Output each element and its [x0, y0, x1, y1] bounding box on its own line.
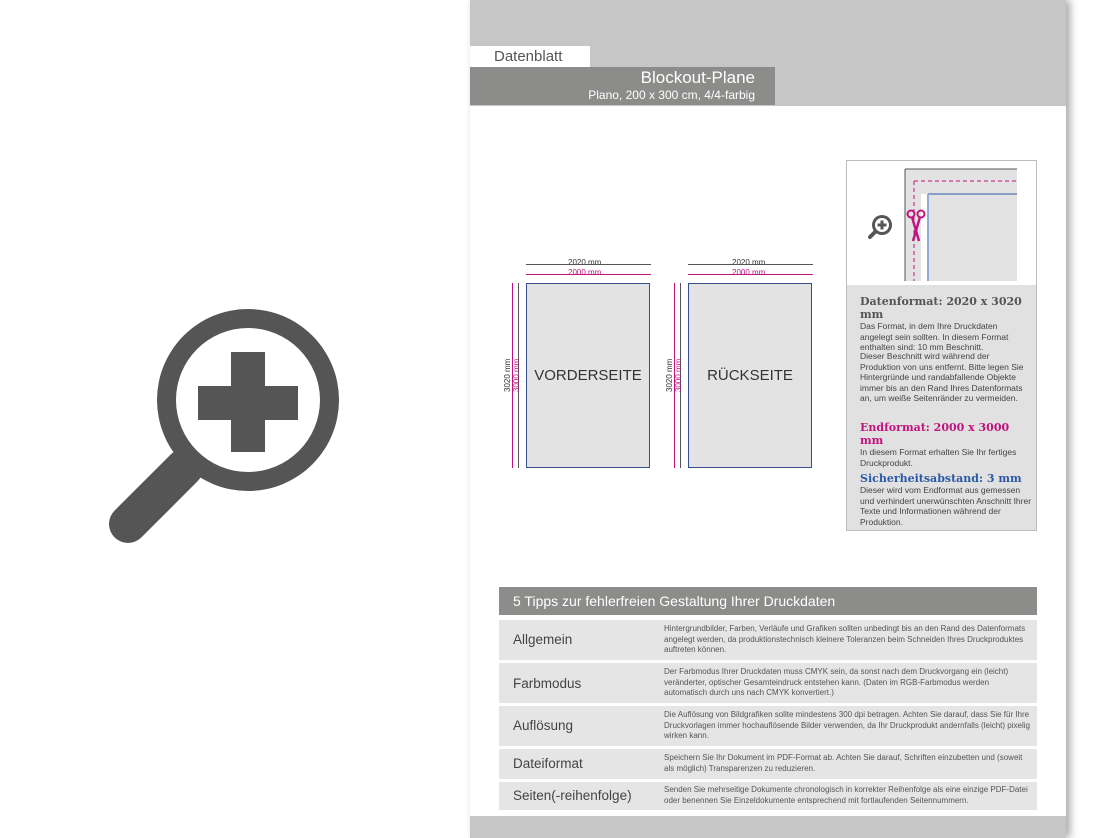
tip-text: Der Farbmodus Ihrer Druckdaten muss CMYK sein, da sonst nach dem Druckvorgang ein (leicht) veränderter, optischer Gesamteindruck entstehen kann. (Daten im RGB-Farbmodus werden automatisch durch uns nach CMYK konvertiert.) — [664, 667, 1009, 697]
panel-width-inner: 2000 mm — [732, 268, 766, 277]
datenformat-title: Datenformat: 2020 x 3020 mm — [860, 295, 1022, 321]
product-title: Blockout-Plane — [640, 68, 755, 87]
tip-text: Die Auflösung von Bildgrafiken sollte mindestens 300 dpi betragen. Achten Sie darauf, dass Sie für Ihre Druckvorlagen immer hochauflösende Bilder verwenden, da Ihr Druckprodukt andernfalls (leicht) pixelig wirken kann. — [664, 710, 1030, 740]
tip-label: Dateiformat — [513, 756, 583, 771]
format-info-box — [846, 160, 1037, 531]
dimension-line — [688, 264, 813, 265]
panel-width-inner: 2000 mm — [568, 268, 602, 277]
bleed-illustration — [847, 161, 1036, 285]
beschnitt-section — [860, 351, 1032, 404]
sicherheitsabstand-section — [860, 472, 1032, 527]
tip-label: Seiten(-reihenfolge) — [513, 788, 632, 803]
table-row — [499, 749, 1037, 779]
footer-band — [470, 816, 1066, 838]
beschnitt-text: Dieser Beschnitt wird während der Produktion von uns entfernt. Bitte legen Sie Hintergründe und randabfallende Objekte immer bis an den Rand Ihres Datenformats an, um weiße Seitenränder zu vermeiden. — [860, 351, 1024, 404]
panel-height-outer: 3020 mm — [503, 358, 512, 392]
dimension-line — [688, 274, 813, 275]
sicherheitsabstand-title: Sicherheitsabstand: 3 mm — [860, 472, 1022, 485]
datenformat-text: Das Format, in dem Ihre Druckdaten angelegt sein sollten. In diesem Format enthalten sind: 10 mm Beschnitt. — [860, 321, 1009, 353]
dimension-line — [526, 264, 651, 265]
panel-label: RÜCKSEITE — [707, 367, 793, 384]
tip-text: Senden Sie mehrseitige Dokumente chronologisch in korrekter Reihenfolge als eine einzige PDF-Datei oder benennen Sie Einzeldokumente entsprechend mit fortlaufenden Seitennummern. — [664, 785, 1028, 805]
panel-height-inner: 3000 mm — [512, 358, 521, 392]
panel-label: VORDERSEITE — [534, 367, 642, 384]
datenformat-section — [860, 295, 1032, 353]
table-row — [499, 706, 1037, 746]
panel-width-outer: 2020 mm — [732, 258, 766, 267]
tip-label: Farbmodus — [513, 676, 582, 691]
front-side-panel — [526, 283, 650, 468]
table-row — [499, 782, 1037, 810]
endformat-text: In diesem Format erhalten Sie Ihr fertiges Druckprodukt. — [860, 447, 1017, 468]
dimension-line — [526, 274, 651, 275]
datasheet-page — [470, 0, 1066, 838]
tips-header: 5 Tipps zur fehlerfreien Gestaltung Ihrer Druckdaten — [499, 587, 1037, 615]
zoom-in-icon[interactable] — [867, 213, 895, 241]
panel-height-outer: 3020 mm — [665, 358, 674, 392]
endformat-title: Endformat: 2000 x 3000 mm — [860, 421, 1010, 447]
panel-height-inner: 3000 mm — [674, 358, 683, 392]
scissors-icon — [906, 209, 926, 243]
datasheet-tab: Datenblatt — [470, 46, 590, 68]
tip-text: Speichern Sie Ihr Dokument im PDF-Format ab. Achten Sie darauf, Schriften einzubetten und (soweit als möglich) Transparenzen zu reduzieren. — [664, 753, 1023, 773]
sicherheitsabstand-text: Dieser wird vom Endformat aus gemessen und verhindert unerwünschten Anschnitt Ihrer Texte und Informationen während der Produktion. — [860, 485, 1032, 527]
product-subtitle: Plano, 200 x 300 cm, 4/4-farbig — [588, 88, 755, 102]
zoom-in-icon[interactable] — [100, 300, 360, 550]
table-row — [499, 663, 1037, 703]
tip-label: Auflösung — [513, 718, 574, 733]
title-bar — [470, 67, 775, 105]
table-row — [499, 620, 1037, 660]
tip-label: Allgemein — [513, 632, 573, 647]
tip-text: Hintergrundbilder, Farben, Verläufe und Grafiken sollten unbedingt bis an den Rand des Datenformats angelegt werden, da produktionstechnisch kleinere Toleranzen beim Schneiden Ihres Druckproduktes auftreten können. — [664, 624, 1026, 654]
panel-width-outer: 2020 mm — [568, 258, 602, 267]
back-side-panel — [688, 283, 812, 468]
endformat-section — [860, 421, 1032, 468]
